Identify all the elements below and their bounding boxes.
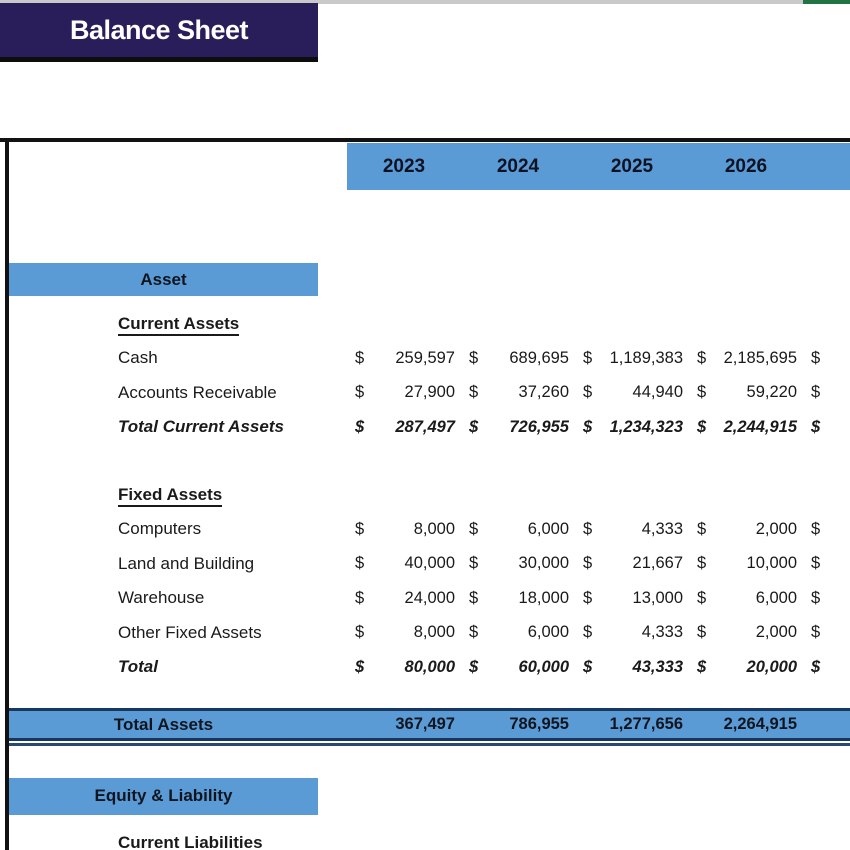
cell-value: 259,597 (395, 348, 455, 367)
cell-value: 6,000 (527, 519, 569, 538)
table-row (9, 616, 850, 651)
value-cell-partial[interactable] (803, 589, 850, 608)
currency-symbol: $ (697, 623, 707, 642)
cell-value: 689,695 (509, 348, 569, 367)
cell-value: 367,497 (395, 715, 455, 734)
cell-value: 8,000 (413, 519, 455, 538)
currency-symbol: $ (355, 554, 365, 573)
year-header-2025[interactable] (575, 143, 689, 190)
cell-value: 4,333 (641, 623, 683, 642)
total-assets-label-cell[interactable] (9, 715, 347, 735)
year-header-2024[interactable] (461, 143, 575, 190)
cell-value: 2,264,915 (723, 715, 797, 734)
currency-symbol: $ (583, 348, 593, 367)
table-row (9, 512, 850, 547)
value-cell-2023[interactable] (347, 512, 461, 547)
value-cell-2023[interactable] (347, 341, 461, 376)
value-cell-2026[interactable] (689, 581, 803, 616)
value-cell-2024[interactable] (461, 616, 575, 651)
cell-value: 8,000 (413, 623, 455, 642)
value-cell-2026[interactable] (689, 650, 803, 685)
table-row (9, 376, 850, 411)
value-cell-2023[interactable] (347, 711, 461, 738)
value-cell-2026[interactable] (689, 376, 803, 411)
currency-symbol: $ (583, 417, 593, 436)
row-label-cell[interactable] (9, 623, 347, 643)
value-cell-2026[interactable] (689, 341, 803, 376)
top-green-strip (803, 0, 850, 4)
currency-symbol: $ (469, 554, 479, 573)
row-label-cell[interactable] (9, 554, 347, 574)
currency-symbol: $ (811, 348, 821, 367)
cell-value: 786,955 (509, 715, 569, 734)
value-cell-2023[interactable] (347, 581, 461, 616)
currency-symbol: $ (469, 348, 479, 367)
cell-value: 2,000 (755, 623, 797, 642)
value-cell-2025[interactable] (575, 711, 689, 738)
currency-symbol: $ (469, 417, 479, 436)
value-cell-partial[interactable] (803, 418, 850, 437)
currency-symbol: $ (697, 417, 707, 436)
table-row-total (9, 410, 850, 445)
currency-symbol: $ (469, 383, 479, 402)
value-cell-2025[interactable] (575, 341, 689, 376)
cell-value: 21,667 (632, 554, 683, 573)
cell-value: 80,000 (404, 657, 455, 676)
row-label-cell[interactable] (9, 588, 347, 608)
value-cell-2026[interactable] (689, 616, 803, 651)
table-row (9, 546, 850, 581)
value-cell-2026[interactable] (689, 512, 803, 547)
row-label: Other Fixed Assets (118, 622, 262, 642)
cell-value: 44,940 (632, 383, 683, 402)
cell-value: 6,000 (527, 623, 569, 642)
currency-symbol: $ (355, 623, 365, 642)
cell-value: 20,000 (746, 657, 797, 676)
value-cell-2024[interactable] (461, 650, 575, 685)
cell-value: 4,333 (641, 519, 683, 538)
row-label: Computers (118, 519, 202, 539)
row-label-cell[interactable] (9, 657, 347, 677)
table-row (9, 478, 850, 512)
cell-value: 24,000 (404, 588, 455, 607)
currency-symbol: $ (469, 588, 479, 607)
currency-symbol: $ (697, 348, 707, 367)
cell-value: 2,244,915 (723, 417, 797, 436)
table-row (9, 263, 850, 296)
cell-value: 10,000 (746, 554, 797, 573)
row-label: Total (118, 657, 158, 677)
table-row-total (9, 650, 850, 685)
cell-value: 1,189,383 (609, 348, 683, 367)
currency-symbol: $ (811, 623, 821, 642)
currency-symbol: $ (583, 588, 593, 607)
row-label: Accounts Receivable (118, 382, 277, 402)
value-cell-2025[interactable] (575, 410, 689, 445)
value-cell-partial[interactable] (803, 349, 850, 368)
cell-value: 726,955 (509, 417, 569, 436)
value-cell-2024[interactable] (461, 711, 575, 738)
value-cell-2025[interactable] (575, 581, 689, 616)
spacer-row (9, 445, 850, 478)
cell-value: 37,260 (518, 383, 569, 402)
cell-value: 27,900 (404, 383, 455, 402)
year-label: 2024 (496, 155, 540, 177)
currency-symbol: $ (697, 657, 707, 676)
current-assets-header: Current Assets (118, 314, 239, 336)
value-cell-2024[interactable] (461, 376, 575, 411)
table-row (9, 581, 850, 616)
row-label-cell[interactable] (9, 348, 347, 368)
value-cell-partial[interactable] (803, 520, 850, 539)
currency-symbol: $ (583, 657, 593, 676)
cell-value: 13,000 (632, 588, 683, 607)
cell-value: 43,333 (632, 657, 683, 676)
row-label-cell[interactable] (9, 417, 347, 437)
currency-symbol: $ (469, 657, 479, 676)
table-row (9, 828, 850, 850)
currency-symbol: $ (583, 623, 593, 642)
cell-value: 287,497 (395, 417, 455, 436)
row-label: Land and Building (118, 553, 255, 573)
value-cell-2024[interactable] (461, 341, 575, 376)
currency-symbol: $ (469, 623, 479, 642)
cell-value: 2,185,695 (723, 348, 797, 367)
currency-symbol: $ (583, 519, 593, 538)
value-cell-2024[interactable] (461, 546, 575, 581)
total-assets-row (9, 708, 850, 741)
currency-symbol: $ (697, 588, 707, 607)
row-label-cell[interactable] (9, 383, 347, 403)
cell-value: 2,000 (755, 519, 797, 538)
section-header-cell[interactable] (9, 485, 347, 505)
cell-value: 60,000 (518, 657, 569, 676)
value-cell-2023[interactable] (347, 410, 461, 445)
currency-symbol: $ (811, 383, 821, 402)
value-cell-2023[interactable] (347, 546, 461, 581)
current-liabilities-header: Current Liabilities (118, 833, 263, 850)
value-cell-partial[interactable] (803, 383, 850, 402)
asset-section-banner[interactable] (9, 263, 318, 296)
year-label: 2026 (724, 155, 768, 177)
value-cell-2025[interactable] (575, 546, 689, 581)
value-cell-2023[interactable] (347, 376, 461, 411)
currency-symbol: $ (583, 554, 593, 573)
currency-symbol: $ (355, 383, 365, 402)
year-header-partial[interactable] (803, 143, 850, 190)
spacer-row (9, 296, 850, 307)
value-cell-2024[interactable] (461, 512, 575, 547)
value-cell-2025[interactable] (575, 512, 689, 547)
cell-value: 18,000 (518, 588, 569, 607)
cell-value: 59,220 (746, 383, 797, 402)
section-header-cell[interactable] (9, 314, 347, 334)
currency-symbol: $ (469, 519, 479, 538)
value-cell-2023[interactable] (347, 616, 461, 651)
currency-symbol: $ (811, 417, 821, 436)
value-cell-2024[interactable] (461, 410, 575, 445)
table-row (9, 307, 850, 341)
currency-symbol: $ (355, 519, 365, 538)
year-header-2023[interactable] (347, 143, 461, 190)
value-cell-partial[interactable] (803, 658, 850, 677)
value-cell-2024[interactable] (461, 581, 575, 616)
row-label: Cash (118, 348, 158, 368)
spacer-row (9, 685, 850, 709)
currency-symbol: $ (811, 588, 821, 607)
cell-value: 30,000 (518, 554, 569, 573)
value-cell-2025[interactable] (575, 650, 689, 685)
currency-symbol: $ (355, 588, 365, 607)
year-label: 2025 (610, 155, 654, 177)
currency-symbol: $ (811, 657, 821, 676)
value-cell-2026[interactable] (689, 711, 803, 738)
currency-symbol: $ (811, 554, 821, 573)
total-assets-label: Total Assets (113, 714, 214, 734)
sheet-rows (9, 263, 850, 850)
asset-banner-label: Asset (140, 269, 187, 289)
spacer-row (9, 746, 850, 778)
cell-value: 1,277,656 (609, 715, 683, 734)
page-title-banner (0, 3, 318, 62)
currency-symbol: $ (697, 383, 707, 402)
row-label: Total Current Assets (118, 417, 284, 437)
currency-symbol: $ (697, 554, 707, 573)
table-row (9, 778, 850, 815)
value-cell-2025[interactable] (575, 616, 689, 651)
currency-symbol: $ (811, 519, 821, 538)
value-cell-2026[interactable] (689, 410, 803, 445)
cell-value: 40,000 (404, 554, 455, 573)
cell-value: 6,000 (755, 588, 797, 607)
table-row (9, 341, 850, 376)
value-cell-partial[interactable] (803, 554, 850, 573)
section-header-cell[interactable] (9, 833, 347, 850)
currency-symbol: $ (355, 417, 365, 436)
currency-symbol: $ (355, 657, 365, 676)
page-title: Balance Sheet (69, 14, 249, 45)
cell-value: 1,234,323 (609, 417, 683, 436)
sheet-top-border (0, 138, 850, 142)
row-label: Warehouse (118, 588, 205, 608)
equity-liability-banner[interactable] (9, 778, 318, 815)
row-label-cell[interactable] (9, 519, 347, 539)
equity-banner-label: Equity & Liability (94, 786, 233, 806)
currency-symbol: $ (355, 348, 365, 367)
year-label: 2023 (382, 155, 426, 177)
fixed-assets-header: Fixed Assets (118, 485, 222, 507)
year-header-2026[interactable] (689, 143, 803, 190)
value-cell-2025[interactable] (575, 376, 689, 411)
spacer-row (9, 815, 850, 828)
value-cell-partial[interactable] (803, 623, 850, 642)
value-cell-2023[interactable] (347, 650, 461, 685)
currency-symbol: $ (697, 519, 707, 538)
year-header-row (347, 143, 850, 190)
value-cell-2026[interactable] (689, 546, 803, 581)
currency-symbol: $ (583, 383, 593, 402)
